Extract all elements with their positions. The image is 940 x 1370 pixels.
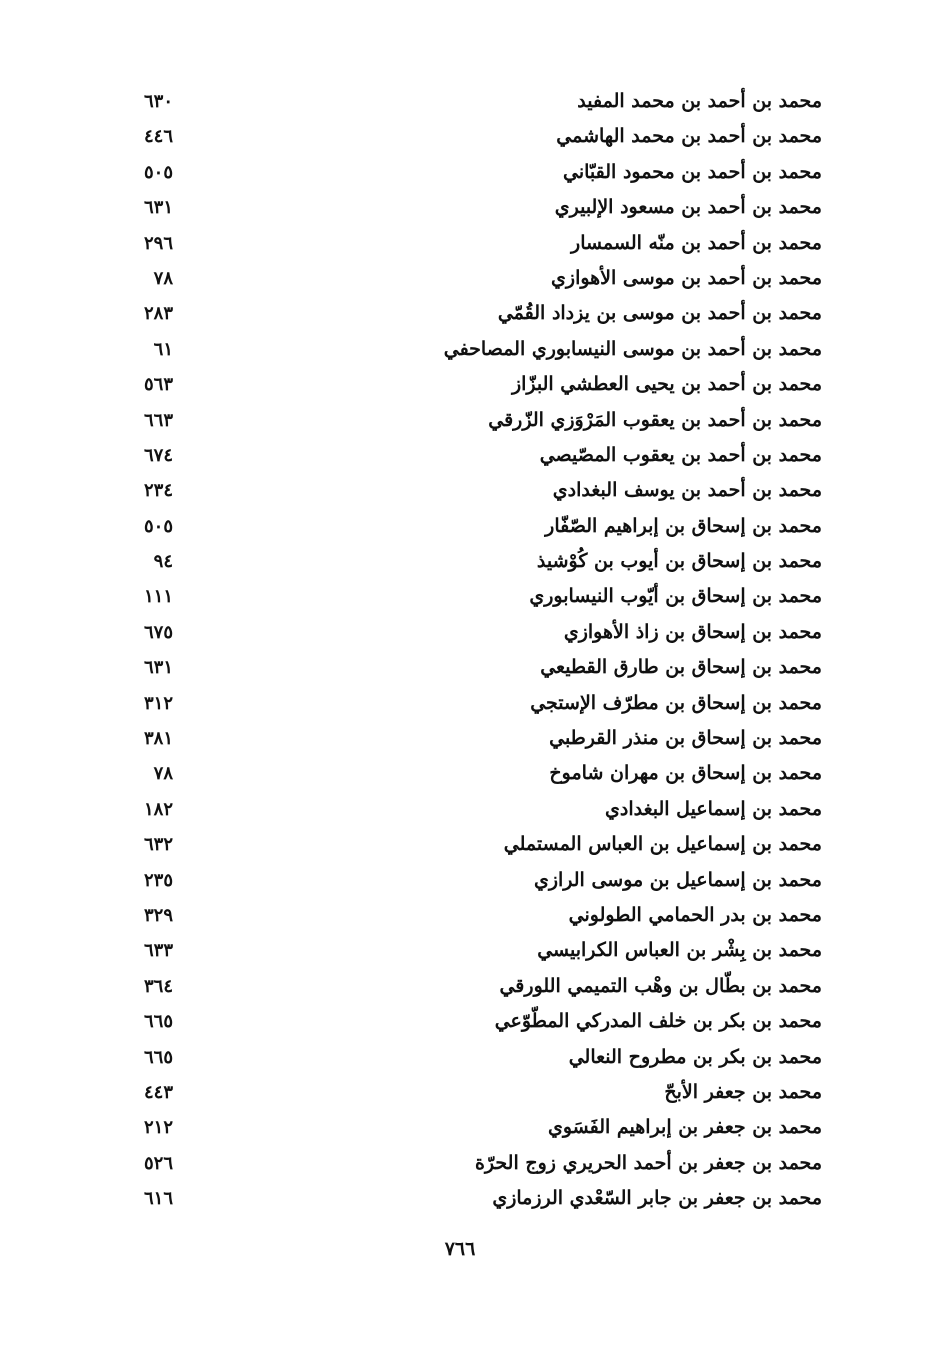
page-number: ٧٦٦	[444, 1238, 476, 1260]
entry-name: محمد بن جعفر بن جابر السّعْدي الرزمازي	[492, 1187, 822, 1210]
index-entry	[110, 544, 822, 579]
entry-name: محمد بن أحمد بن محمد الهاشمي	[556, 125, 822, 148]
entry-page-number: ٦٣٢	[143, 834, 173, 856]
index-entry	[110, 1075, 822, 1110]
index-entry	[110, 226, 822, 261]
entry-name: محمد بن جعفر بن إبراهيم الفَسَوي	[547, 1116, 822, 1139]
index-entry	[110, 438, 822, 473]
entry-name: محمد بن جعفر الأبحّ	[664, 1080, 822, 1103]
entry-page-number: ٩٤	[153, 551, 173, 573]
index-entry	[110, 1110, 822, 1145]
entry-page-number: ٥٢٦	[143, 1152, 173, 1174]
entry-name: محمد بن إسماعيل البغدادي	[605, 797, 822, 820]
entry-page-number: ٦٦٣	[143, 409, 173, 431]
entry-page-number: ٢١٢	[143, 1117, 173, 1139]
entry-page-number: ٧٨	[153, 267, 173, 289]
entry-name: محمد بن أحمد بن محمود القبّاني	[563, 160, 822, 183]
entry-name: محمد بن إسحاق بن طارق القطيعي	[540, 656, 822, 679]
entry-name: محمد بن بطّال بن وهْب التميمي اللورقي	[499, 974, 822, 997]
index-entry	[110, 367, 822, 402]
entry-name: محمد بن بكر بن خلف المدركي المطّوّعي	[494, 1010, 822, 1033]
index-entry	[110, 1040, 822, 1075]
index-entry	[110, 119, 822, 154]
entry-name: محمد بن أحمد بن يعقوب المصّيصي	[539, 443, 822, 466]
entry-page-number: ٦١	[153, 338, 173, 360]
entry-page-number: ٦٧٤	[143, 444, 173, 466]
index-entry	[110, 686, 822, 721]
entry-page-number: ١٨٢	[143, 798, 173, 820]
index-entry	[110, 84, 822, 119]
entry-page-number: ٢٨٣	[143, 303, 173, 325]
index-entry	[110, 155, 822, 190]
index-entry	[110, 933, 822, 968]
index-entry	[110, 403, 822, 438]
index-entry	[110, 509, 822, 544]
entry-page-number: ٥٠٥	[143, 161, 173, 183]
index-entry	[110, 721, 822, 756]
entry-name: محمد بن إسحاق بن إبراهيم الصّفّار	[545, 514, 822, 537]
entry-page-number: ٢٩٦	[143, 232, 173, 254]
index-entry	[110, 898, 822, 933]
entry-page-number: ٥٠٥	[143, 515, 173, 537]
index-entry	[110, 1146, 822, 1181]
entry-page-number: ٦١٦	[143, 1188, 173, 1210]
index-entry	[110, 473, 822, 508]
entry-page-number: ٢٣٤	[143, 480, 173, 502]
entry-name: محمد بن إسحاق بن مهران شاموخ	[549, 762, 822, 785]
entry-page-number: ٦٣٣	[143, 940, 173, 962]
entry-page-number: ٥٦٣	[143, 374, 173, 396]
entry-page-number: ٦٦٥	[143, 1046, 173, 1068]
index-entry	[110, 969, 822, 1004]
index-entry	[110, 1181, 822, 1216]
index-entry	[110, 827, 822, 862]
entry-name: محمد بن أحمد بن مسعود الإلبيري	[554, 196, 822, 219]
index-entry	[110, 190, 822, 225]
index-entry	[110, 756, 822, 791]
index-entry	[110, 863, 822, 898]
index-entry	[110, 615, 822, 650]
entry-name: محمد بن إسحاق بن أيّوب النيسابوري	[529, 585, 822, 608]
entry-name: محمد بن بِشْر بن العباس الكرابيسي	[537, 939, 822, 962]
name-index-list	[110, 84, 822, 1217]
entry-name: محمد بن بكر بن مطروح النعالي	[568, 1045, 822, 1068]
entry-name: محمد بن إسماعيل بن العباس المستملي	[503, 833, 822, 856]
index-entry	[110, 332, 822, 367]
entry-name: محمد بن إسحاق بن زاذ الأهوازي	[563, 620, 822, 643]
entry-page-number: ٣١٢	[143, 692, 173, 714]
entry-name: محمد بن أحمد بن موسى النيسابوري المصاحفي	[443, 337, 822, 360]
entry-name: محمد بن أحمد بن يعقوب المَرْوَزي الزّرقي	[488, 408, 822, 431]
entry-page-number: ٦٣٠	[143, 91, 173, 112]
entry-name: محمد بن أحمد بن منّه السمسار	[571, 231, 822, 254]
entry-page-number: ٦٣١	[143, 657, 173, 679]
entry-name: محمد بن إسحاق بن منذر القرطبي	[549, 727, 822, 750]
entry-name: محمد بن إسماعيل بن موسى الرازي	[533, 868, 822, 891]
index-entry	[110, 650, 822, 685]
entry-page-number: ٦٣١	[143, 197, 173, 219]
index-entry	[110, 261, 822, 296]
entry-name: محمد بن بدر الحمامي الطولوني	[568, 903, 822, 926]
entry-page-number: ٤٤٦	[143, 126, 173, 148]
entry-name: محمد بن أحمد بن موسى الأهوازي	[551, 266, 822, 289]
index-entry	[110, 296, 822, 331]
entry-page-number: ٣٦٤	[143, 975, 173, 997]
entry-page-number: ١١١	[143, 586, 173, 608]
index-entry	[110, 1004, 822, 1039]
entry-name: محمد بن جعفر بن أحمد الحريري زوج الحرّة	[474, 1151, 822, 1174]
entry-name: محمد بن إسحاق بن أيوب بن كُوْشيذ	[536, 550, 822, 573]
index-entry	[110, 792, 822, 827]
entry-page-number: ٣٢٩	[143, 904, 173, 926]
entry-page-number: ٢٣٥	[143, 869, 173, 891]
entry-page-number: ٦٧٥	[143, 621, 173, 643]
entry-page-number: ٤٤٣	[143, 1081, 173, 1103]
entry-name: محمد بن أحمد بن محمد المفيد	[577, 90, 822, 112]
entry-page-number: ٧٨	[153, 763, 173, 785]
entry-name: محمد بن أحمد بن موسى بن يزداد القُمّي	[497, 302, 822, 325]
entry-name: محمد بن إسحاق بن مطرّف الإستجي	[530, 691, 822, 714]
entry-page-number: ٣٨١	[143, 728, 173, 750]
entry-name: محمد بن أحمد بن يحيى العطشي البزّاز	[511, 373, 822, 396]
index-entry	[110, 579, 822, 614]
entry-page-number: ٦٦٥	[143, 1011, 173, 1033]
entry-name: محمد بن أحمد بن يوسف البغدادي	[552, 479, 822, 502]
